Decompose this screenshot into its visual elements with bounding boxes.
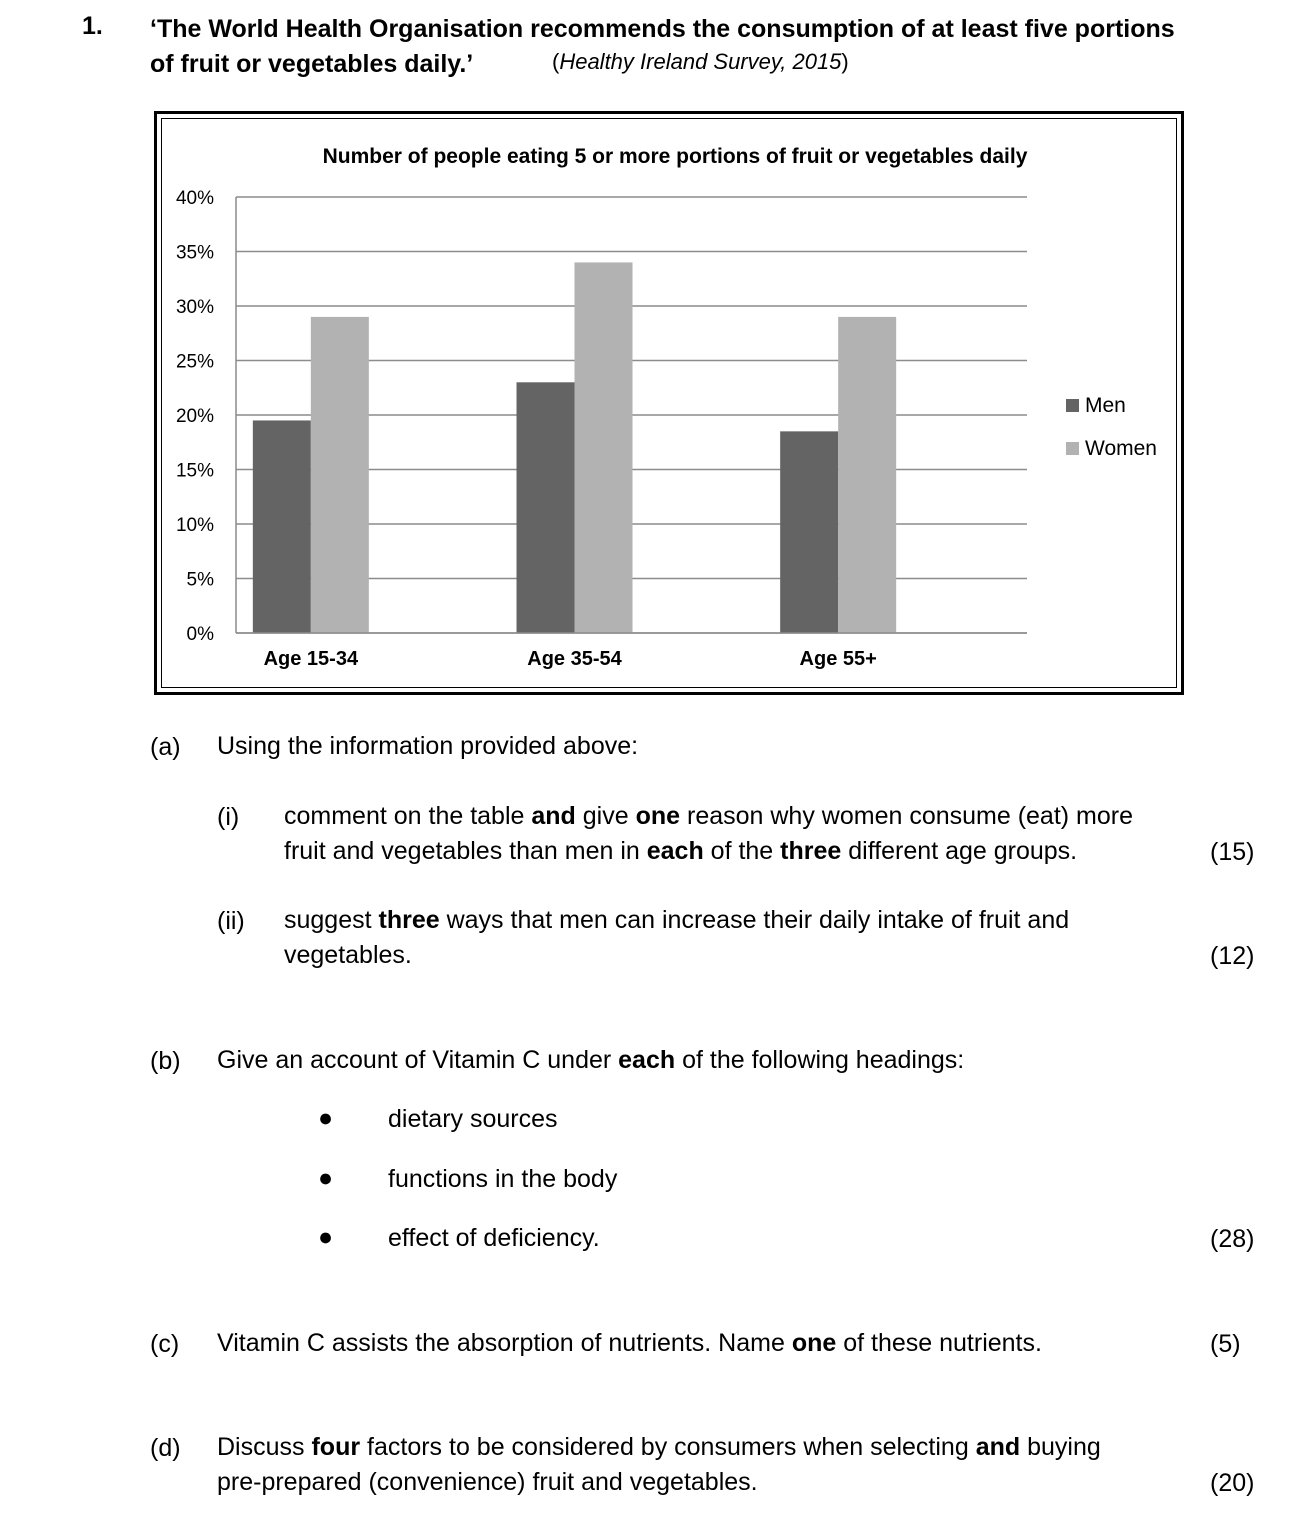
x-tick-label: Age 55+: [799, 648, 877, 670]
part-c-label: (c): [150, 1330, 180, 1358]
part-a-i-text: comment on the table and give one reason why women consume (eat) more fruit and vegetables than men in each of the three different age groups.: [284, 802, 1134, 865]
part-a-ii-text: suggest three ways that men can increase their daily intake of fruit and vegetables.: [284, 906, 1070, 969]
part-b-label: (b): [150, 1047, 181, 1075]
y-tick-label: 10%: [175, 515, 214, 536]
bullet-icon: ●: [318, 1164, 334, 1192]
y-tick-label: 0%: [186, 624, 214, 645]
legend-swatch-men: [1066, 399, 1079, 412]
part-a-ii-label: (ii): [217, 907, 245, 935]
chart-title: Number of people eating 5 or more portions of fruit or vegetables daily: [322, 145, 1028, 168]
bar-men-3: [780, 431, 838, 633]
y-tick-label: 15%: [175, 460, 214, 482]
part-a-text: Using the information provided above:: [217, 732, 639, 760]
bars: [253, 262, 896, 633]
source-text: Healthy Ireland Survey, 2015: [559, 49, 842, 74]
bar-women-3: [838, 317, 896, 633]
quote-line-1: ‘The World Health Organisation recommends the consumption of at least five portions: [150, 15, 1175, 43]
part-b-marks: (28): [1210, 1225, 1255, 1253]
part-a-i-marks: (15): [1210, 838, 1255, 866]
bar-women-1: [311, 317, 369, 633]
part-a-label: (a): [150, 733, 181, 761]
part-b-bullet-3: effect of deficiency.: [388, 1224, 600, 1252]
x-tick-label: Age 15-34: [263, 648, 359, 670]
y-tick-label: 25%: [175, 351, 214, 373]
y-tick-label: 30%: [175, 297, 214, 318]
bar-chart: [157, 114, 1181, 692]
chart-frame: [154, 111, 1184, 695]
part-d-marks: (20): [1210, 1469, 1255, 1497]
quote-source: (Healthy Ireland Survey, 2015): [552, 49, 849, 74]
y-tick-label: 40%: [175, 188, 214, 209]
part-b-text: Give an account of Vitamin C under each of the following headings:: [217, 1046, 965, 1074]
part-d-label: (d): [150, 1434, 181, 1462]
part-c-text: Vitamin C assists the absorption of nutrients. Name one of these nutrients.: [217, 1329, 1042, 1357]
bar-women-2: [575, 262, 633, 633]
part-b-bullet-2: functions in the body: [388, 1165, 618, 1193]
y-tick-label: 5%: [186, 569, 214, 591]
question-number: 1.: [82, 12, 103, 40]
part-a-i-label: (i): [217, 803, 240, 831]
part-c-marks: (5): [1210, 1330, 1241, 1358]
y-tick-label: 35%: [175, 242, 214, 264]
legend-label-women: Women: [1085, 437, 1157, 460]
quote-line-2: of fruit or vegetables daily.’: [150, 50, 474, 78]
part-a-ii-marks: (12): [1210, 942, 1255, 970]
bar-men-1: [253, 420, 311, 633]
part-d-text: Discuss four factors to be considered by consumers when selecting and buying pre-prepared (convenience) fruit and vegetables.: [217, 1433, 1101, 1496]
bullet-icon: ●: [318, 1223, 334, 1251]
x-tick-label: Age 35-54: [527, 648, 622, 670]
y-tick-label: 20%: [175, 406, 214, 427]
legend-label-men: Men: [1085, 394, 1126, 417]
bullet-icon: ●: [318, 1104, 334, 1132]
legend-swatch-women: [1066, 442, 1079, 455]
part-b-bullet-1: dietary sources: [388, 1105, 558, 1133]
legend: [1066, 394, 1157, 460]
bar-men-2: [517, 382, 575, 633]
